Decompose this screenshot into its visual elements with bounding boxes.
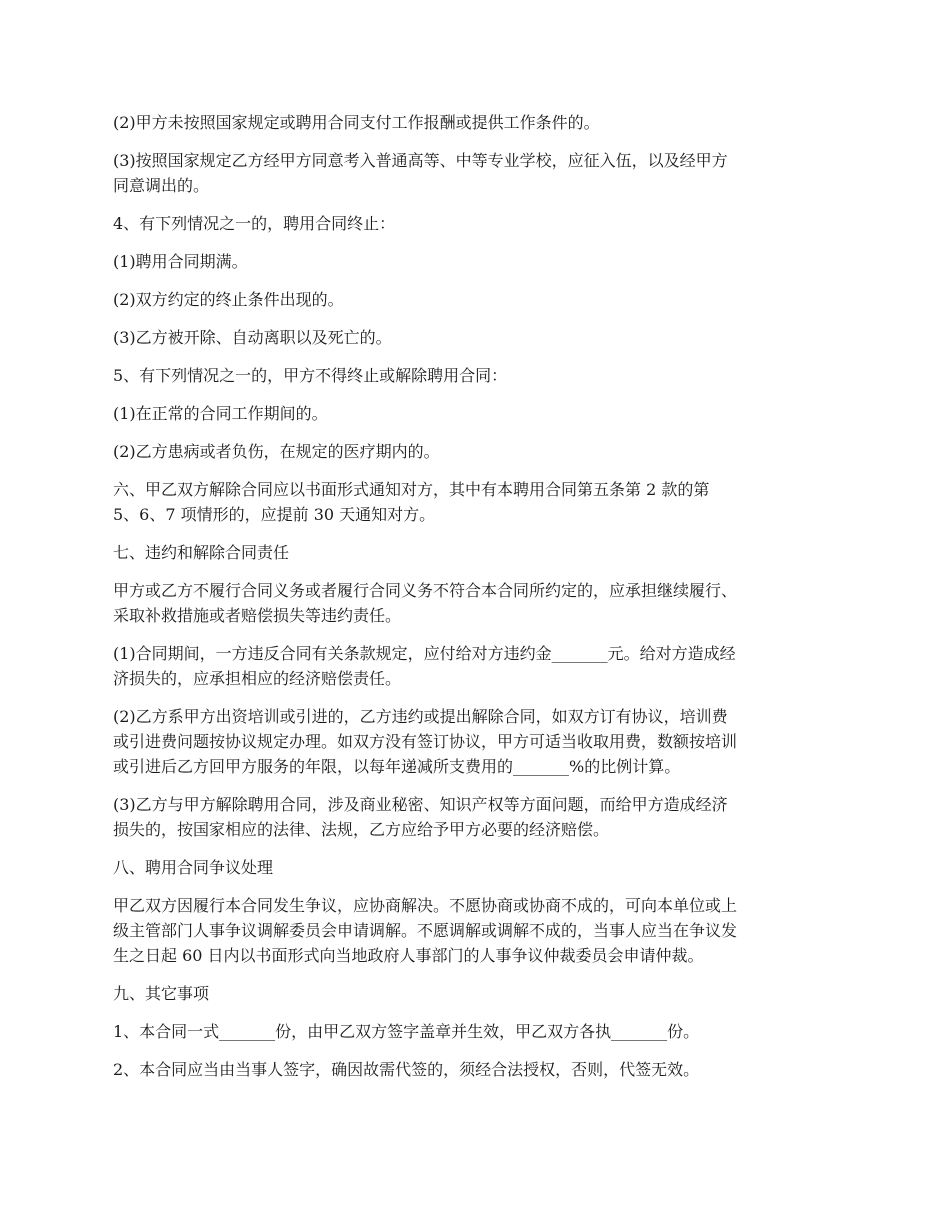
paragraph-line: 或引进后乙方回甲方服务的年限，以每年递减所支费用的_______%的比例计算。 [113, 757, 681, 776]
paragraph-line: 级主管部门人事争议调解委员会申请调解。不愿调解或调解不成的，当事人应当在争议发 [113, 921, 738, 940]
paragraph-line: (3)乙方与甲方解除聘用合同，涉及商业秘密、知识产权等方面问题，而给甲方造成经济 [113, 795, 728, 814]
paragraph-line: 七、违约和解除合同责任 [113, 543, 290, 562]
paragraph-line: 4、有下列情况之一的，聘用合同终止： [113, 214, 396, 233]
document-paragraph [113, 981, 838, 1006]
document-paragraph [113, 110, 838, 135]
paragraph-line: 5、有下列情况之一的，甲方不得终止或解除聘用合同： [113, 366, 508, 385]
document-paragraph [113, 148, 838, 198]
document-paragraph [113, 893, 838, 968]
document-paragraph [113, 211, 838, 236]
paragraph-line: (3)乙方被开除、自动离职以及死亡的。 [113, 328, 392, 347]
paragraph-line: 生之日起 60 日内以书面形式向当地政府人事部门的人事争议仲裁委员会申请仲裁。 [113, 946, 704, 965]
document-paragraph [113, 641, 838, 691]
paragraph-line: 采取补救措施或者赔偿损失等违约责任。 [113, 606, 402, 625]
document-paragraph [113, 855, 838, 880]
paragraph-line: 甲乙双方因履行本合同发生争议，应协商解决。不愿协商或协商不成的，可向本单位或上 [113, 896, 738, 915]
paragraph-line: (3)按照国家规定乙方经甲方同意考入普通高等、中等专业学校，应征入伍，以及经甲方 [113, 151, 728, 170]
document-paragraph [113, 1057, 838, 1082]
paragraph-line: 5、6、7 项情形的，应提前 30 天通知对方。 [113, 505, 436, 524]
paragraph-line: 同意调出的。 [113, 176, 210, 195]
document-paragraph [113, 249, 838, 274]
paragraph-line: 或引进费问题按协议规定办理。如双方没有签订协议，甲方可适当收取用费，数额按培训 [113, 732, 738, 751]
paragraph-line: (2)乙方系甲方出资培训或引进的，乙方违约或提出解除合同，如双方订有协议，培训费 [113, 707, 728, 726]
document-paragraph [113, 1019, 838, 1044]
paragraph-line: (2)双方约定的终止条件出现的。 [113, 290, 344, 309]
document-paragraph [113, 792, 838, 842]
document-paragraph [113, 540, 838, 565]
paragraph-line: 甲方或乙方不履行合同义务或者履行合同义务不符合本合同所约定的，应承担继续履行、 [113, 581, 738, 600]
document-paragraph [113, 477, 838, 527]
paragraph-line: (2)甲方未按照国家规定或聘用合同支付工作报酬或提供工作条件的。 [113, 113, 600, 132]
document-paragraph [113, 704, 838, 779]
document-paragraph [113, 439, 838, 464]
paragraph-line: 八、聘用合同争议处理 [113, 858, 274, 877]
document-paragraph [113, 325, 838, 350]
document-paragraph [113, 578, 838, 628]
paragraph-line: (1)合同期间，一方违反合同有关条款规定，应付给对方违约金_______元。给对方造成经 [113, 644, 736, 663]
paragraph-line: 六、甲乙双方解除合同应以书面形式通知对方，其中有本聘用合同第五条第 2 款的第 [113, 480, 710, 499]
paragraph-line: 九、其它事项 [113, 984, 210, 1003]
paragraph-line: 损失的，按国家相应的法律、法规，乙方应给予甲方必要的经济赔偿。 [113, 820, 610, 839]
document-paragraph [113, 287, 838, 312]
paragraph-line: (1)在正常的合同工作期间的。 [113, 404, 328, 423]
document-paragraph [113, 401, 838, 426]
paragraph-line: 济损失的，应承担相应的经济赔偿责任。 [113, 669, 402, 688]
paragraph-line: (1)聘用合同期满。 [113, 252, 248, 271]
paragraph-line: 1、本合同一式_______份，由甲乙双方签字盖章并生效，甲乙双方各执_______份。 [113, 1022, 700, 1041]
document-paragraph [113, 363, 838, 388]
paragraph-line: 2、本合同应当由当事人签字，确因故需代签的，须经合法授权，否则，代签无效。 [113, 1060, 700, 1079]
paragraph-line: (2)乙方患病或者负伤，在规定的医疗期内的。 [113, 442, 440, 461]
document-body [113, 110, 838, 1095]
